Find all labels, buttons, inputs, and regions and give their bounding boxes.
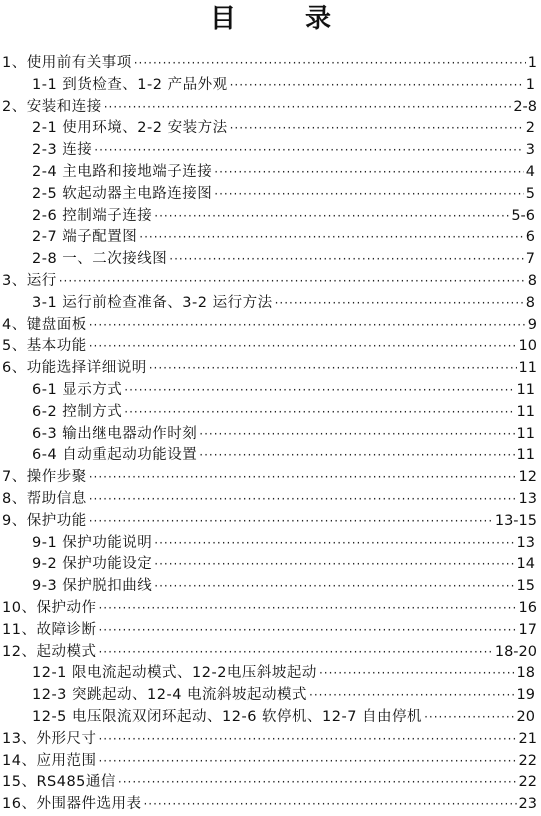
toc-entry-title: 6-4 自动重起动功能设置 (32, 447, 198, 464)
toc-entry (32, 553, 535, 575)
toc-entry-title: 2-6 控制端子连接 (32, 207, 153, 224)
toc-entry-title: 13、外形尺寸 (2, 730, 97, 747)
toc-entry (2, 793, 537, 815)
toc-entry (2, 510, 537, 532)
toc-entry (32, 248, 535, 270)
toc-entry-title: 2-1 使用环境、2-2 安装方法 (32, 120, 228, 137)
toc-entry-page: 19 (516, 687, 535, 704)
toc-entry-page: 4 (525, 164, 535, 180)
toc-entry (32, 161, 535, 183)
toc-leader-dots (154, 553, 514, 575)
toc-leader-dots (169, 248, 523, 270)
toc-entry-title: 1-1 到货检查、1-2 产品外观 (32, 76, 228, 93)
toc-entry-page: 21 (518, 730, 537, 747)
toc-leader-dots (89, 314, 526, 336)
toc-entry (32, 183, 535, 205)
toc-entry-page: 5-6 (511, 207, 535, 224)
toc-entry-page: 11 (516, 425, 535, 442)
toc-entry-title: 2、安装和连接 (2, 98, 102, 115)
toc-leader-dots (230, 74, 524, 96)
toc-leader-dots (134, 52, 526, 74)
toc-leader-dots (98, 750, 516, 772)
toc-entry-title: 6-1 显示方式 (32, 382, 123, 398)
toc-entry-page: 10 (518, 338, 537, 355)
toc-entry (32, 706, 535, 728)
toc-entry-page: 12 (518, 469, 537, 486)
toc-leader-dots (214, 183, 523, 205)
toc-entry-title: 1、使用前有关事项 (2, 55, 132, 71)
toc-entry (32, 444, 535, 466)
toc-entry (32, 575, 535, 597)
toc-entry-page: 6 (525, 229, 535, 246)
toc-entry (2, 750, 537, 772)
toc-entry (32, 401, 535, 423)
toc-entry-page: 5 (525, 185, 535, 202)
toc-entry-page: 13 (518, 491, 537, 507)
toc-entry (2, 488, 537, 510)
toc-entry-title: 2-3 连接 (32, 142, 93, 159)
toc-leader-dots (89, 335, 517, 357)
toc-entry-title: 9-2 保护功能设定 (32, 556, 153, 573)
toc-leader-dots (230, 117, 524, 139)
toc-entry-title: 12-1 限电流起动模式、12-2电压斜坡起动 (32, 665, 317, 682)
toc-leader-dots (118, 771, 517, 793)
toc-leader-dots (154, 205, 509, 227)
toc-entry-title: 14、应用范围 (2, 752, 97, 769)
toc-leader-dots (89, 466, 517, 488)
toc-entry-title: 8、帮助信息 (2, 491, 87, 507)
toc-entry (2, 641, 537, 663)
toc-entry-page: 11 (516, 382, 535, 398)
toc-entry (2, 335, 537, 357)
toc-entry (2, 357, 537, 379)
toc-entry-page: 9 (527, 316, 537, 333)
toc-entry-title: 6、功能选择详细说明 (2, 360, 147, 377)
toc-entry (2, 96, 537, 118)
toc-leader-dots (98, 728, 516, 750)
toc-leader-dots (149, 357, 517, 379)
toc-entry (32, 684, 535, 706)
toc-entry-title: 4、键盘面板 (2, 316, 87, 333)
toc-leader-dots (214, 161, 523, 183)
toc-leader-dots (94, 139, 523, 161)
toc-leader-dots (59, 270, 526, 292)
toc-leader-dots (89, 510, 493, 532)
toc-entry (32, 226, 535, 248)
toc-entry (2, 771, 537, 793)
toc-entry-page: 13 (516, 534, 535, 551)
toc-leader-dots (154, 532, 514, 554)
toc-entry-page: 22 (518, 752, 537, 769)
toc-leader-dots (139, 226, 523, 248)
toc-leader-dots (98, 597, 516, 619)
toc-entry-page: 3 (525, 142, 535, 159)
toc-entry (32, 379, 535, 401)
toc-leader-dots (143, 793, 516, 815)
toc-entry-title: 2-5 软起动器主电路连接图 (32, 185, 213, 202)
toc-entry-title: 11、故障诊断 (2, 621, 97, 638)
toc-entry-title: 6-2 控制方式 (32, 403, 123, 420)
toc-leader-dots (275, 292, 524, 314)
toc-leader-dots (124, 401, 514, 423)
toc-entry-title: 2-4 主电路和接地端子连接 (32, 164, 213, 180)
toc-leader-dots (319, 662, 515, 684)
toc-entry-page: 23 (518, 796, 537, 813)
toc-leader-dots (199, 423, 514, 445)
toc-entry (32, 139, 535, 161)
toc-entry (32, 662, 535, 684)
toc-leader-dots (98, 619, 516, 641)
page-title: 目 录 (209, 4, 362, 34)
toc-entry-page: 18-20 (494, 643, 537, 660)
toc-entry-title: 9、保护功能 (2, 512, 87, 529)
toc-entry-page: 2-8 (513, 98, 537, 115)
toc-entry-page: 18 (516, 665, 535, 682)
toc-entry-title: 16、外围器件选用表 (2, 796, 142, 813)
toc-entry-page: 22 (518, 774, 537, 791)
toc-entry (2, 466, 537, 488)
toc-entry-title: 9-1 保护功能说明 (32, 534, 153, 551)
toc-entry-page: 8 (525, 294, 535, 311)
toc-leader-dots (424, 706, 514, 728)
toc-entry-title: 9-3 保护脱扣曲线 (32, 578, 153, 595)
toc-entry (32, 205, 535, 227)
toc-leader-dots (199, 444, 514, 466)
toc-entry-page: 1 (527, 55, 537, 71)
toc-entry (2, 728, 537, 750)
toc-entry-page: 16 (518, 600, 537, 616)
toc-entry-page: 8 (527, 273, 537, 289)
toc-leader-dots (309, 684, 515, 706)
toc-entry-title: 6-3 输出继电器动作时刻 (32, 425, 198, 442)
toc-entry-title: 2-7 端子配置图 (32, 229, 138, 246)
toc-entry-title: 2-8 一、二次接线图 (32, 251, 168, 268)
toc-entry (2, 597, 537, 619)
toc-entry (2, 619, 537, 641)
toc-entry-page: 1 (525, 76, 535, 93)
toc-entry-page: 11 (516, 403, 535, 420)
toc-leader-dots (124, 379, 514, 401)
toc-entry-page: 13-15 (494, 512, 537, 529)
toc-entry-title: 12、起动模式 (2, 643, 97, 660)
toc-leader-dots (154, 575, 514, 597)
toc-entry-title: 15、RS485通信 (2, 774, 116, 791)
toc-entry (2, 314, 537, 336)
toc-entry-title: 5、基本功能 (2, 338, 87, 355)
toc-leader-dots (98, 641, 492, 663)
toc-entry-title: 12-5 电压限流双闭环起动、12-6 软停机、12-7 自由停机 (32, 709, 423, 725)
toc-entry-page: 11 (516, 447, 535, 464)
toc-entry (32, 74, 535, 96)
toc-entry-page: 11 (518, 360, 537, 377)
toc-entry-title: 12-3 突跳起动、12-4 电流斜坡起动模式 (32, 687, 308, 704)
toc-entry (32, 423, 535, 445)
toc-entry-title: 7、操作步聚 (2, 469, 87, 486)
toc-entry-page: 20 (516, 709, 535, 725)
toc-entry (32, 532, 535, 554)
toc-entry-title: 3、运行 (2, 273, 57, 289)
toc-leader-dots (104, 96, 512, 118)
toc-entry-page: 2 (525, 120, 535, 137)
toc-entry-page: 7 (525, 251, 535, 268)
toc-entry (2, 52, 537, 74)
toc-entry-title: 3-1 运行前检查准备、3-2 运行方法 (32, 294, 273, 311)
toc-entry-page: 14 (516, 556, 535, 573)
toc-entry (32, 117, 535, 139)
toc-entry-page: 15 (516, 578, 535, 595)
toc-entry-page: 17 (518, 621, 537, 638)
toc-leader-dots (89, 488, 517, 510)
toc-entry (32, 292, 535, 314)
toc-entry-title: 10、保护动作 (2, 600, 97, 616)
toc-entry (2, 270, 537, 292)
